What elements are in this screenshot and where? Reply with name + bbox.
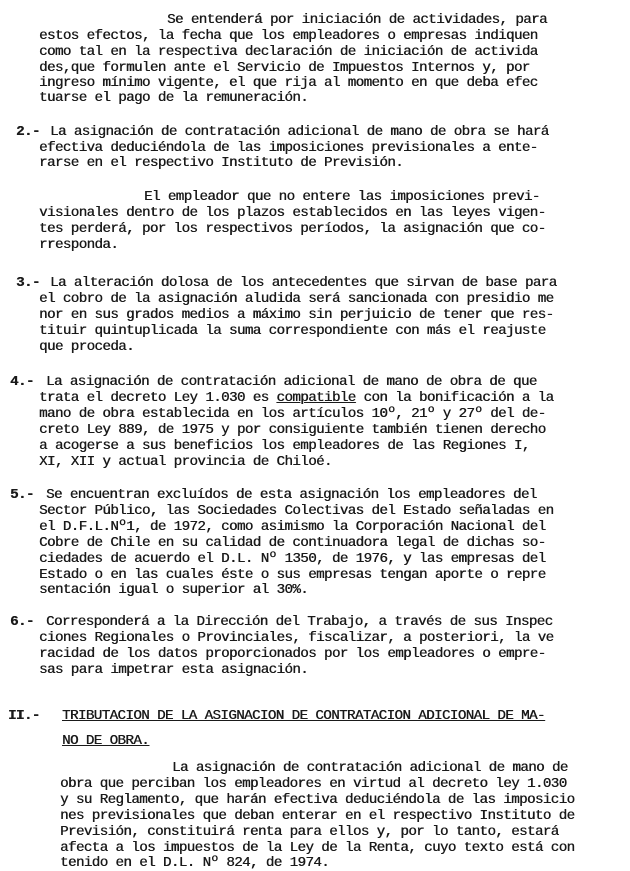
item-6-line-4: sas para impetrar esta asignación. <box>39 662 309 678</box>
item-2-para2-line-1: El empleador que no entere las imposiciones previ- <box>144 189 540 205</box>
section-2-line-6: afecta a los impuestos de la Ley de la Renta, cuyo texto está con <box>60 840 575 856</box>
item-5-line-7: sentación igual o superior al 30%. <box>39 582 309 598</box>
item-4-line-2 <box>39 390 553 406</box>
section-2-line-2: obra que perciban los empleadores en virtud al decreto ley 1.030 <box>60 776 567 792</box>
item-3-line-5: que proceda. <box>39 339 134 355</box>
item-2-para2-line-2: visionales dentro de los plazos establecidos en las leyes vigen- <box>39 205 546 221</box>
item-2-number: 2.- <box>16 124 40 140</box>
item-5-line-2: Sector Público, las Sociedades Colectivas del Estado señaladas en <box>39 503 554 519</box>
item-4-line-6: XI, XII y actual provincia de Chiloé. <box>39 454 332 470</box>
section-2-line-1: La asignación de contratación adicional de mano de <box>172 760 568 776</box>
section-2-heading-line-1: TRIBUTACION DE LA ASIGNACION DE CONTRATACION ADICIONAL DE MA- <box>62 708 545 724</box>
item-2-para2-line-4: rresponda. <box>39 237 119 253</box>
item-4-line-1: La asignación de contratación adicional de mano de obra de que <box>46 374 537 390</box>
section-2-line-4: nes previsionales que deban enterar en el respectivo Instituto de <box>60 808 575 824</box>
section-2-line-7: tenido en el D.L. Nº 824, de 1974. <box>60 855 330 871</box>
item-2-para2-line-3: tes perderá, por los respectivos períodos, la asignación que co- <box>39 221 546 237</box>
item-5-line-1: Se encuentran excluídos de esta asignación los empleadores del <box>46 487 537 503</box>
item-2-line-3: rarse en el respectivo Instituto de Previsión. <box>39 155 404 171</box>
item-3-line-3: nor en sus grados medios a máximo sin perjuicio de tener que res- <box>39 307 554 323</box>
item-4-line-2-pre: trata el decreto Ley 1.030 es <box>39 390 277 406</box>
item-3-number: 3.- <box>16 275 40 291</box>
section-2-line-5: Previsión, constituirá renta para ellos y, por lo tanto, estará <box>60 824 559 840</box>
item-4-number: 4.- <box>10 374 34 390</box>
section-2-heading-line-2: NO DE OBRA. <box>62 733 150 749</box>
item-5-line-6: Estado o en las cuales éste o sus empresas tengan aporte o repre <box>39 567 546 583</box>
item-6-line-1: Corresponderá a la Dirección del Trabajo, a través de sus Inspec <box>46 614 553 630</box>
item-3-line-1: La alteración dolosa de los antecedentes que sirvan de base para <box>50 275 557 291</box>
item-6-number: 6.- <box>10 614 34 630</box>
item-5-line-3: el D.F.L.Nº1, de 1972, como asimismo la Corporación Nacional del <box>39 519 546 535</box>
item-6-line-3: racidad de los datos proporcionados por los empleadores o empre- <box>39 646 546 662</box>
compatible-underlined: compatible <box>276 390 356 406</box>
item-6-line-2: ciones Regionales o Provinciales, fiscalizar, a posteriori, la ve <box>39 630 554 646</box>
intro-line-2: estos efectos, la fecha que los empleadores o empresas indiquen <box>39 28 538 44</box>
item-5-line-4: Cobre de Chile en su calidad de continuadora legal de dichas so- <box>39 535 546 551</box>
item-4-line-3: mano de obra establecida en los artículos 10º, 21º y 27º del de- <box>39 406 546 422</box>
item-4-line-4: creto Ley 889, de 1975 y por consiguiente también tienen derecho <box>39 422 546 438</box>
section-2-number: II.- <box>8 708 40 724</box>
intro-line-5: ingreso mínimo vigente, el que rija al momento en que deba efec <box>39 75 538 91</box>
item-5-line-5: ciedades de acuerdo el D.L. Nº 1350, de 1976, y las empresas del <box>39 551 546 567</box>
item-2-line-2: efectiva deduciéndola de las imposiciones previsionales a ente- <box>39 140 538 156</box>
intro-line-4: des,que formulen ante el Servicio de Impuestos Internos y, por <box>39 60 530 76</box>
item-3-line-2: el cobro de la asignación aludida será sancionada con presidio me <box>39 291 554 307</box>
item-4-line-2-post: con la bonificación a la <box>355 390 554 406</box>
item-4-line-5: a acogerse a sus beneficios los empleadores de las Regiones I, <box>39 438 530 454</box>
section-2-line-3: y su Reglamento, que harán efectiva deduciéndola de las imposicio <box>60 792 575 808</box>
item-3-line-4: tituir quintuplicada la suma correspondiente con más el reajuste <box>39 323 546 339</box>
intro-line-6: tuarse el pago de la remuneración. <box>39 90 309 106</box>
intro-line-3: como tal en la respectiva declaración de iniciación de activida <box>39 44 538 60</box>
item-2-line-1: La asignación de contratación adicional de mano de obra se hará <box>50 124 549 140</box>
intro-line-1: Se entenderá por iniciación de actividades, para <box>167 12 547 28</box>
item-5-number: 5.- <box>10 487 34 503</box>
